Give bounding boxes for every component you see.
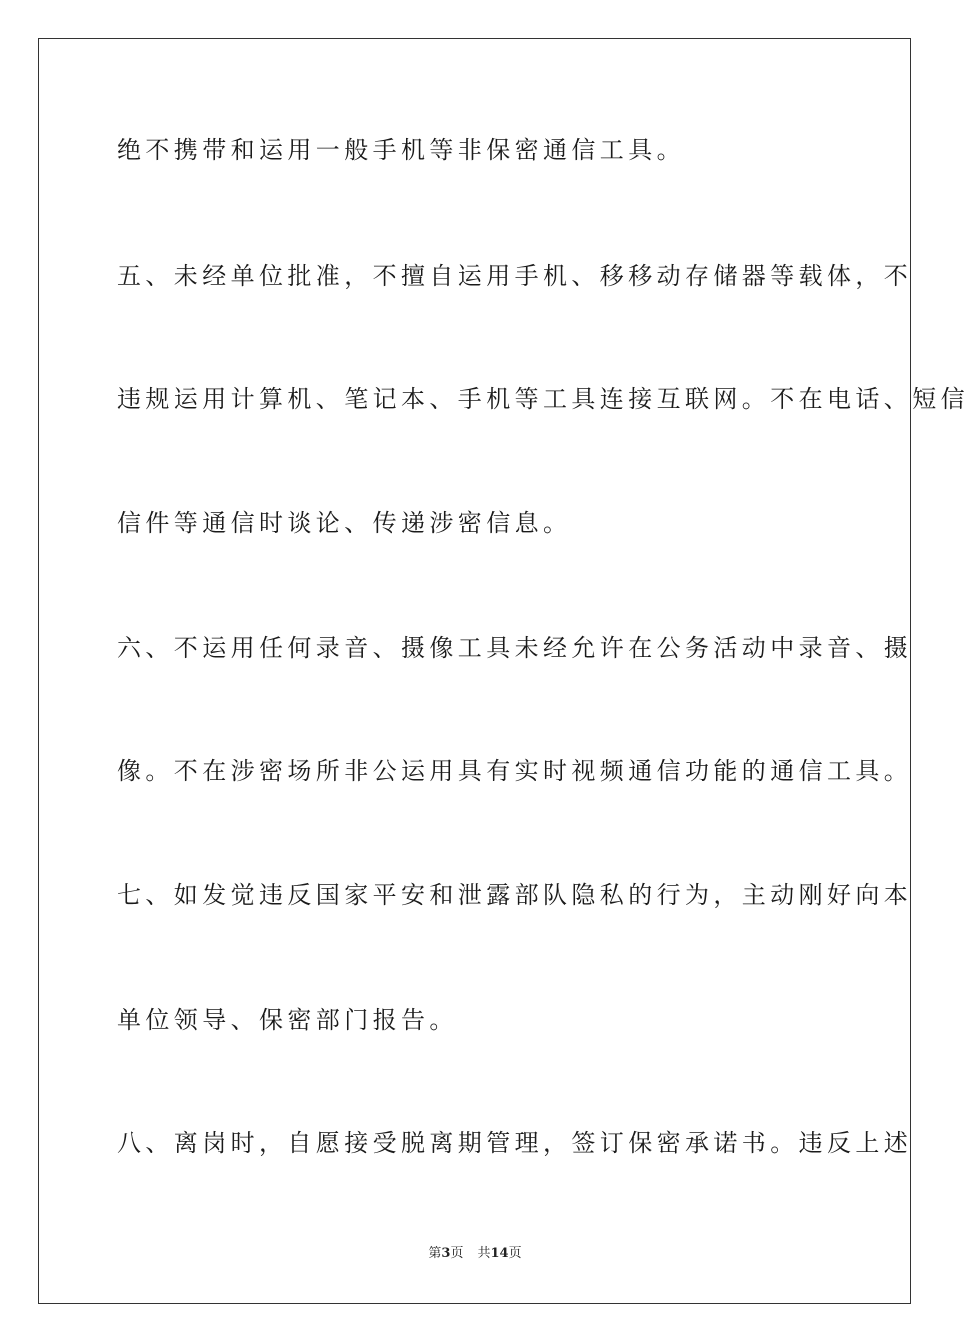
paragraph-line: 像。不在涉密场所非公运用具有实时视频通信功能的通信工具。 [117,757,913,785]
page-footer [0,1246,950,1262]
page-prefix: 第 [428,1246,442,1261]
paragraph-line: 七、如发觉违反国家平安和泄露部队隐私的行为，主动刚好向本 [117,881,913,909]
paragraph-line: 单位领导、保密部门报告。 [117,1006,458,1034]
page-suffix: 页 [450,1246,464,1261]
paragraph-line: 八、离岗时，自愿接受脱离期管理，签订保密承诺书。违反上述 [117,1129,913,1157]
total-suffix: 页 [508,1246,522,1261]
paragraph-line: 六、不运用任何录音、摄像工具未经允许在公务活动中录音、摄 [117,634,913,662]
page-border [38,38,969,1304]
paragraph-line: 信件等通信时谈论、传递涉密信息。 [117,509,572,537]
paragraph-line: 违规运用计算机、笔记本、手机等工具连接互联网。不在电话、短信 [117,385,969,413]
page-number: 3 [441,1246,451,1261]
total-pages: 14 [490,1246,509,1261]
paragraph-line: 绝不携带和运用一般手机等非保密通信工具。 [117,136,685,164]
paragraph-line: 五、未经单位批准，不擅自运用手机、移移动存储器等载体，不 [117,262,913,290]
total-prefix: 共 [477,1246,491,1261]
